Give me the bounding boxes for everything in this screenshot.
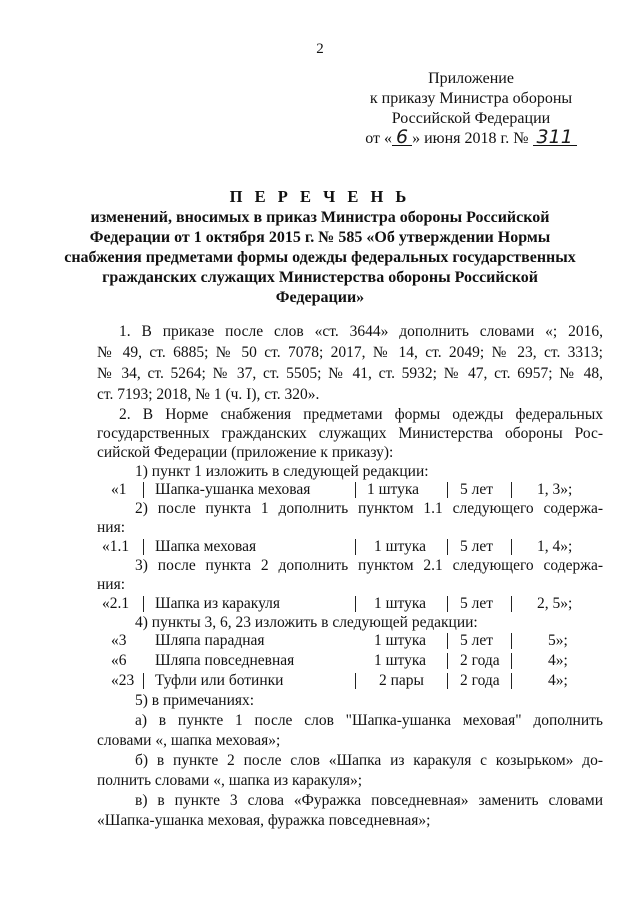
item-3-line-1: 3) после пункта 2 дополнить пунктом 2.1 следующего содержа-: [135, 557, 603, 574]
appendix-line-3: Российской Федерации: [391, 110, 551, 127]
row-number: «6: [111, 652, 127, 669]
column-separator: [447, 539, 448, 555]
sub-b-line-2: полнить словами «, шапка из каракуля»;: [97, 772, 363, 789]
sub-c-line-2: «Шапка-ушанка меховая, фуражка повседневная»;: [97, 812, 431, 829]
page-number: 2: [316, 41, 324, 57]
order-mid: » июня 2018 г. №: [412, 130, 529, 147]
column-separator: [143, 539, 144, 555]
row-note: 1, 3»;: [537, 481, 573, 498]
row-item-name: Шляпа парадная: [155, 632, 265, 649]
table-row: [97, 480, 603, 499]
para2-line-1: 2. В Норме снабжения предметами формы одежды федеральных: [119, 406, 603, 423]
handwritten-day: 6: [392, 129, 412, 146]
para1-line-4: ст. 7193; 2018, № 1 (ч. I), ст. 320».: [97, 386, 320, 403]
row-quantity: 1 штука: [374, 595, 427, 612]
column-separator: [447, 653, 448, 669]
row-number: «1: [111, 481, 127, 498]
row-note: 4»;: [548, 652, 568, 669]
item-2-line-1: 2) после пункта 1 дополнить пунктом 1.1 следующего содержа-: [135, 500, 603, 517]
para1-line-3: № 34, ст. 5264; № 37, ст. 5505; № 41, ст. 5932; № 47, ст. 6957; № 48,: [97, 365, 603, 382]
row-item-name: Шапка из каракуля: [155, 595, 280, 612]
row-number: «3: [111, 632, 127, 649]
item-3-line-2: ния:: [97, 576, 126, 593]
column-separator: [511, 482, 512, 498]
handwritten-order-number: 311: [533, 129, 577, 146]
row-quantity: 1 штука: [374, 652, 427, 669]
column-separator: [511, 673, 512, 689]
row-term: 5 лет: [460, 595, 494, 612]
row-item-name: Шапка меховая: [155, 538, 257, 555]
row-item-name: Шапка-ушанка меховая: [155, 481, 311, 498]
row-term: 2 года: [460, 672, 500, 689]
appendix-header: [356, 69, 586, 149]
column-separator: [511, 633, 512, 649]
row-term: 2 года: [460, 652, 500, 669]
document-title: [60, 187, 580, 308]
title-subtitle: изменений, вносимых в приказ Министра обороны Российской Федерации от 1 октября 2015 г. № 585 «Об утверждении Нормы снабжения предметами формы одежды федеральных государственных гражданских служащих Министерства обороны Российской Федерации»: [64, 209, 576, 306]
row-note: 5»;: [548, 632, 568, 649]
row-term: 5 лет: [460, 481, 494, 498]
column-separator: [143, 673, 144, 689]
column-separator: [355, 482, 356, 498]
row-quantity: 2 пары: [379, 672, 424, 689]
row-quantity: 1 штука: [374, 538, 427, 555]
item-2-line-2: ния:: [97, 519, 126, 536]
row-note: 1, 4»;: [537, 538, 573, 555]
para1-line-2: № 49, ст. 6885; № 50 ст. 7078; 2017, № 14, ст. 2049; № 23, ст. 3313;: [97, 344, 603, 361]
table-row: [97, 594, 603, 613]
item-1: 1) пункт 1 изложить в следующей редакции:: [135, 463, 429, 480]
order-prefix: от «: [365, 130, 392, 147]
appendix-line-2: к приказу Министра обороны: [369, 90, 573, 107]
row-term: 5 лет: [460, 632, 494, 649]
row-quantity: 1 штука: [367, 481, 420, 498]
appendix-line-1: Приложение: [428, 70, 514, 87]
table-row: [97, 671, 603, 690]
row-quantity: 1 штука: [374, 632, 427, 649]
sub-b-line-1: б) в пункте 2 после слов «Шапка из каракуля с козырьком» до-: [135, 752, 603, 769]
column-separator: [143, 482, 144, 498]
column-separator: [511, 596, 512, 612]
column-separator: [447, 596, 448, 612]
row-number: «1.1: [102, 538, 130, 555]
column-separator: [511, 653, 512, 669]
row-term: 5 лет: [460, 538, 494, 555]
column-separator: [511, 539, 512, 555]
para2-line-2: государственных гражданских служащих Министерства обороны Рос-: [97, 425, 603, 442]
title-heading: П Е Р Е Ч Е Н Ь: [229, 187, 411, 206]
sub-a-line-2: словами «, шапка меховая»;: [97, 732, 281, 749]
column-separator: [143, 596, 144, 612]
row-number: «23: [111, 672, 135, 689]
table-row: [97, 537, 603, 556]
para2-line-3: сийской Федерации (приложение к приказу):: [97, 444, 394, 461]
column-separator: [447, 482, 448, 498]
table-row: [97, 651, 603, 670]
row-item-name: Туфли или ботинки: [155, 672, 284, 689]
item-4: 4) пункты 3, 6, 23 изложить в следующей редакции:: [135, 614, 478, 631]
column-separator: [355, 539, 356, 555]
row-number: «2.1: [102, 595, 130, 612]
column-separator: [355, 673, 356, 689]
row-note: 2, 5»;: [537, 595, 573, 612]
table-row: [97, 631, 603, 650]
order-date-line: [356, 126, 586, 149]
column-separator: [447, 673, 448, 689]
item-5: 5) в примечаниях:: [135, 692, 255, 709]
sub-c-line-1: в) в пункте 3 слова «Фуражка повседневная» заменить словами: [135, 792, 603, 809]
column-separator: [447, 633, 448, 649]
column-separator: [355, 596, 356, 612]
row-note: 4»;: [548, 672, 568, 689]
para1-line-1: 1. В приказе после слов «ст. 3644» дополнить словами «; 2016,: [119, 323, 603, 340]
row-item-name: Шляпа повседневная: [155, 652, 295, 669]
sub-a-line-1: а) в пункте 1 после слов "Шапка-ушанка меховая" дополнить: [135, 712, 603, 729]
